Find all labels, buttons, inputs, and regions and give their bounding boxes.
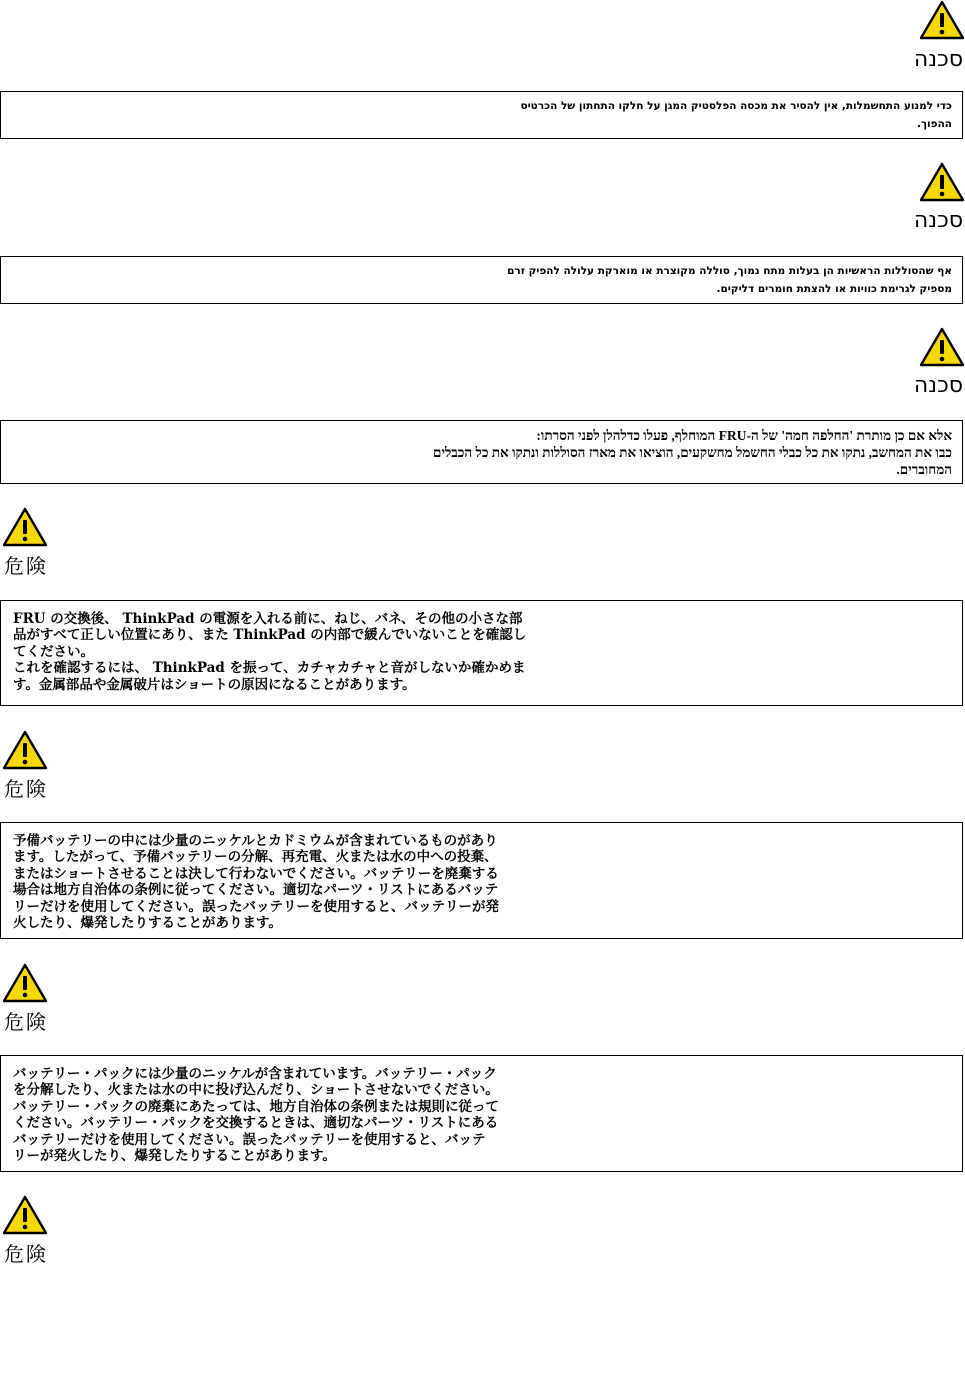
danger-label: 危険 [4, 777, 48, 801]
notice-text: 予備バッテリーの中には少量のニッケルとカドミウムが含まれているものがあり ます。したがって、予備バッテリーの分解、再充電、火または水の中への投棄、 またはショートさせることは決して行わないでください。バッテリーを廃棄する 場合は地方自治体の条例に従ってください。適切なパーツ・リストにあるバッテ リーだけを使用してください。誤ったバッテリーを使用すると、バッテリーが発 火したり、爆発したりすることがあります。 [13, 833, 499, 932]
danger-label: סכנה [913, 373, 963, 398]
warning-triangle-icon [2, 963, 48, 1003]
danger-label: סכנה [913, 47, 963, 72]
notice-box [0, 600, 963, 706]
danger-label: 危険 [4, 1010, 48, 1034]
notice-box [0, 91, 963, 139]
notice-text: バッテリー・パックには少量のニッケルが含まれています。バッテリー・パック を分解したり、火または水の中に投げ込んだり、ショートさせないでください。 バッテリー・パックの廃棄にあたっては、地方自治体の条例または規則に従って ください。バッテリー・パックを交換するときは、適切なパーツ・リストにある バッテリーだけを使用してください。誤ったバッテリーを使用すると、バッテ リーが発火したり、爆発したりすることがあります。 [13, 1066, 499, 1165]
warning-triangle-icon [2, 507, 48, 547]
notice-text: כדי למנוע התחשמלות, אין להסיר את מכסה הפלסטיק המגן על חלקו התחתון של הכרטיס ההפוך. [520, 100, 952, 130]
warning-triangle-icon [2, 1195, 48, 1235]
notice-box [0, 420, 963, 484]
warning-triangle-icon [2, 730, 48, 770]
warning-triangle-icon [919, 0, 965, 40]
notice-box [0, 1055, 963, 1172]
notice-text: אלא אם כן מותרת 'החלפה חמה' של ה-FRU המוחלף, פעלו כדלהלן לפני הסרתו: כבו את המחשב, נתקו את כל כבלי החשמל מחשקעים, הוציאו את מארז הסוללות ונתקו את כל הכבלים המחוברים. [433, 428, 952, 477]
danger-label: 危険 [4, 554, 48, 578]
notice-text: אף שהסוללות הראשיות הן בעלות מתח נמוך, סוללה מקוצרת או מוארקת עלולה להפיק זרם מספיק לגרימת כוויות או להצתת חומרים דליקים. [507, 265, 952, 295]
notice-text: FRU の交換後、 ThinkPad の電源を入れる前に、ねじ、バネ、その他の小さな部 品がすべて正しい位置にあり、また ThinkPad の内部で緩んでいないことを確認し てください。 これを確認するには、 ThinkPad を振って、カチャカチャと音がしないか確かめま す。金属部品や金属破片はショートの原因になることがあります。 [13, 611, 527, 693]
notice-box [0, 822, 963, 939]
danger-label: 危険 [4, 1242, 48, 1266]
danger-label: סכנה [913, 208, 963, 233]
warning-triangle-icon [919, 327, 965, 367]
notice-box [0, 256, 963, 304]
warning-triangle-icon [919, 162, 965, 202]
